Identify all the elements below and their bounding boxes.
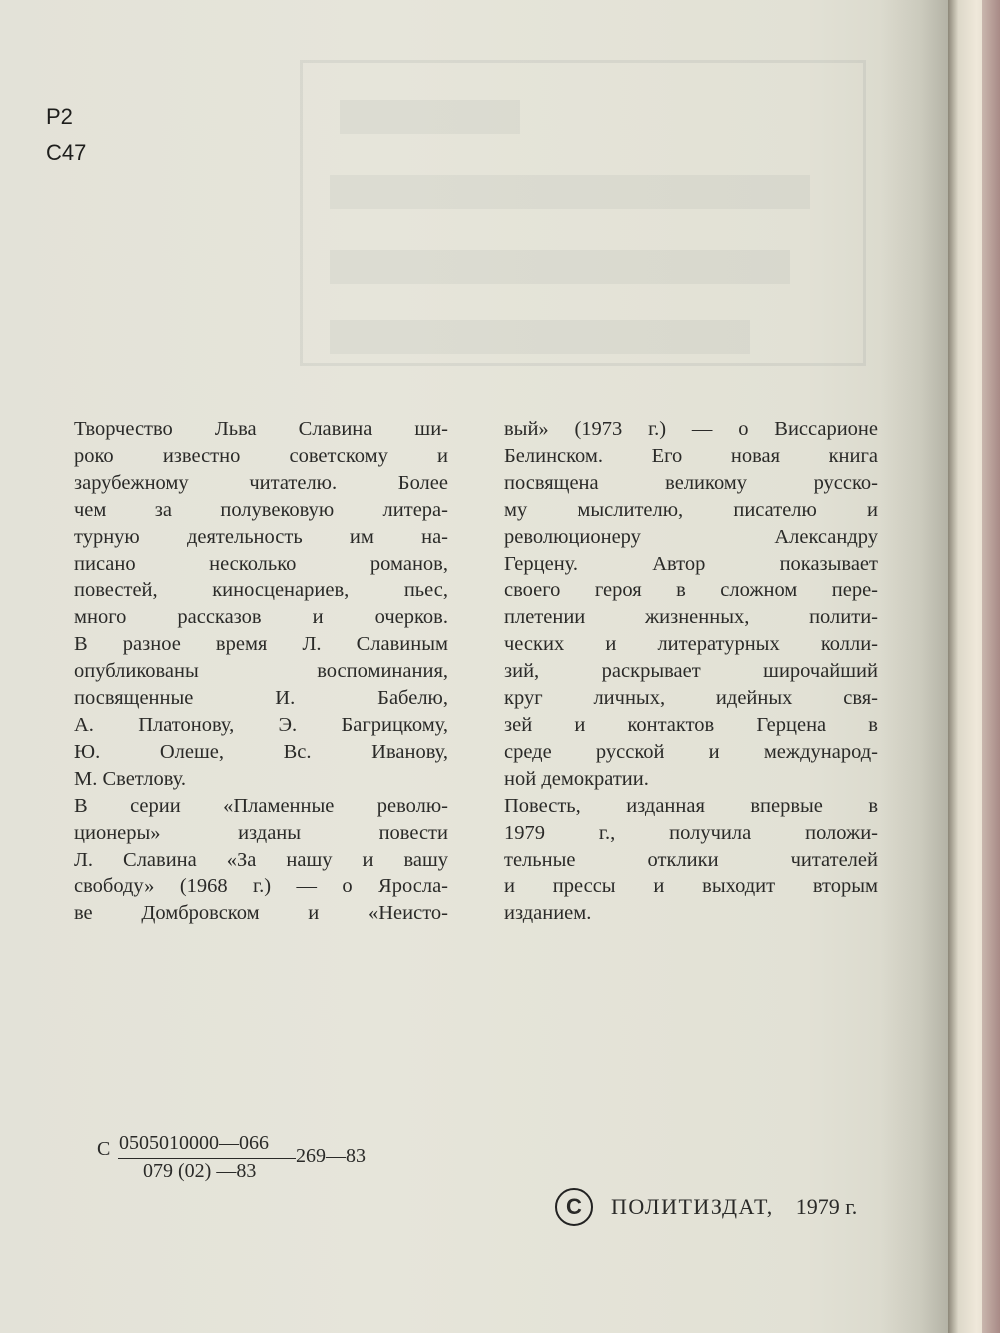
text-line: зий, раскрывает широчайший <box>504 660 878 683</box>
text-line: и прессы и выходит вторым <box>504 875 878 898</box>
text-line: Творчество Льва Славина ши- <box>74 418 448 440</box>
text-line: му мыслителю, писателю и <box>504 498 878 521</box>
text-line: революционеру Александру <box>504 525 878 548</box>
text-line: Белинском. Его новая книга <box>504 444 878 467</box>
text-line: круг личных, идейных свя- <box>504 687 878 710</box>
text-line: В серии «Пламенные револю- <box>74 794 448 817</box>
text-line: зарубежному читателю. Более <box>74 471 448 494</box>
text-line: турную деятельность им на- <box>74 525 448 548</box>
publisher-year: 1979 г. <box>795 1194 858 1219</box>
text-line: среде русской и международ- <box>504 740 878 763</box>
udk-code: Р2 <box>46 104 73 129</box>
text-line: свободу» (1968 г.) — о Яросла- <box>74 875 448 898</box>
text-line: посвящена великому русско- <box>504 471 878 494</box>
show-through-line <box>330 320 750 354</box>
bbk-suffix: 269—83 <box>296 1145 366 1167</box>
publisher-name: ПОЛИТИЗДАТ, <box>611 1194 774 1219</box>
text-line: зей и контактов Герцена в <box>504 713 878 736</box>
text-line: изданием. <box>504 902 592 925</box>
text-line: повестей, киносценариев, пьес, <box>74 579 448 602</box>
text-line: В разное время Л. Славиным <box>74 633 448 656</box>
bbk-numerator: 0505010000—066 <box>119 1132 269 1154</box>
spine-shadow <box>880 0 948 1333</box>
bbk-letter: С <box>97 1138 111 1160</box>
text-line: ве Домбровском и «Неисто- <box>74 902 448 925</box>
text-line: Ю. Олеше, Вс. Иванову, <box>74 740 448 763</box>
text-line: ной демократии. <box>504 767 649 790</box>
book-cover-edge <box>982 0 1000 1333</box>
text-line: плетении жизненных, полити- <box>504 606 878 629</box>
text-line: А. Платонову, Э. Багрицкому, <box>74 713 448 736</box>
text-line: ческих и литературных колли- <box>504 633 878 656</box>
text-line: тельные отклики читателей <box>504 848 878 871</box>
bbk-denominator: 079 (02) —83 <box>143 1160 257 1182</box>
text-line: вый» (1973 г.) — о Виссарионе <box>504 418 878 440</box>
text-line: Л. Славина «За нашу и вашу <box>74 848 448 871</box>
show-through-line <box>330 250 790 284</box>
fraction-bar <box>118 1158 296 1159</box>
text-line: чем за полувековую литера- <box>74 498 448 521</box>
text-line: своего героя в сложном пере- <box>504 579 878 602</box>
author-mark: С47 <box>46 140 87 165</box>
show-through-line <box>330 175 810 209</box>
annotation-left-column <box>74 416 448 927</box>
publisher-line <box>555 1188 857 1226</box>
text-line: ционеры» изданы повести <box>74 821 448 844</box>
text-line: роко известно советскому и <box>74 444 448 467</box>
text-line: Повесть, изданная впервые в <box>504 794 878 817</box>
text-line: писано несколько романов, <box>74 552 448 575</box>
text-line: Герцену. Автор показывает <box>504 552 878 575</box>
text-line: много рассказов и очерков. <box>74 606 448 629</box>
text-line: М. Светлову. <box>74 767 187 790</box>
text-line: посвященные И. Бабелю, <box>74 687 448 710</box>
annotation-right-column <box>504 416 878 927</box>
text-line: 1979 г., получила положи- <box>504 821 878 844</box>
show-through-line <box>340 100 520 134</box>
copyright-icon: С <box>555 1188 593 1226</box>
text-line: опубликованы воспоминания, <box>74 660 448 683</box>
